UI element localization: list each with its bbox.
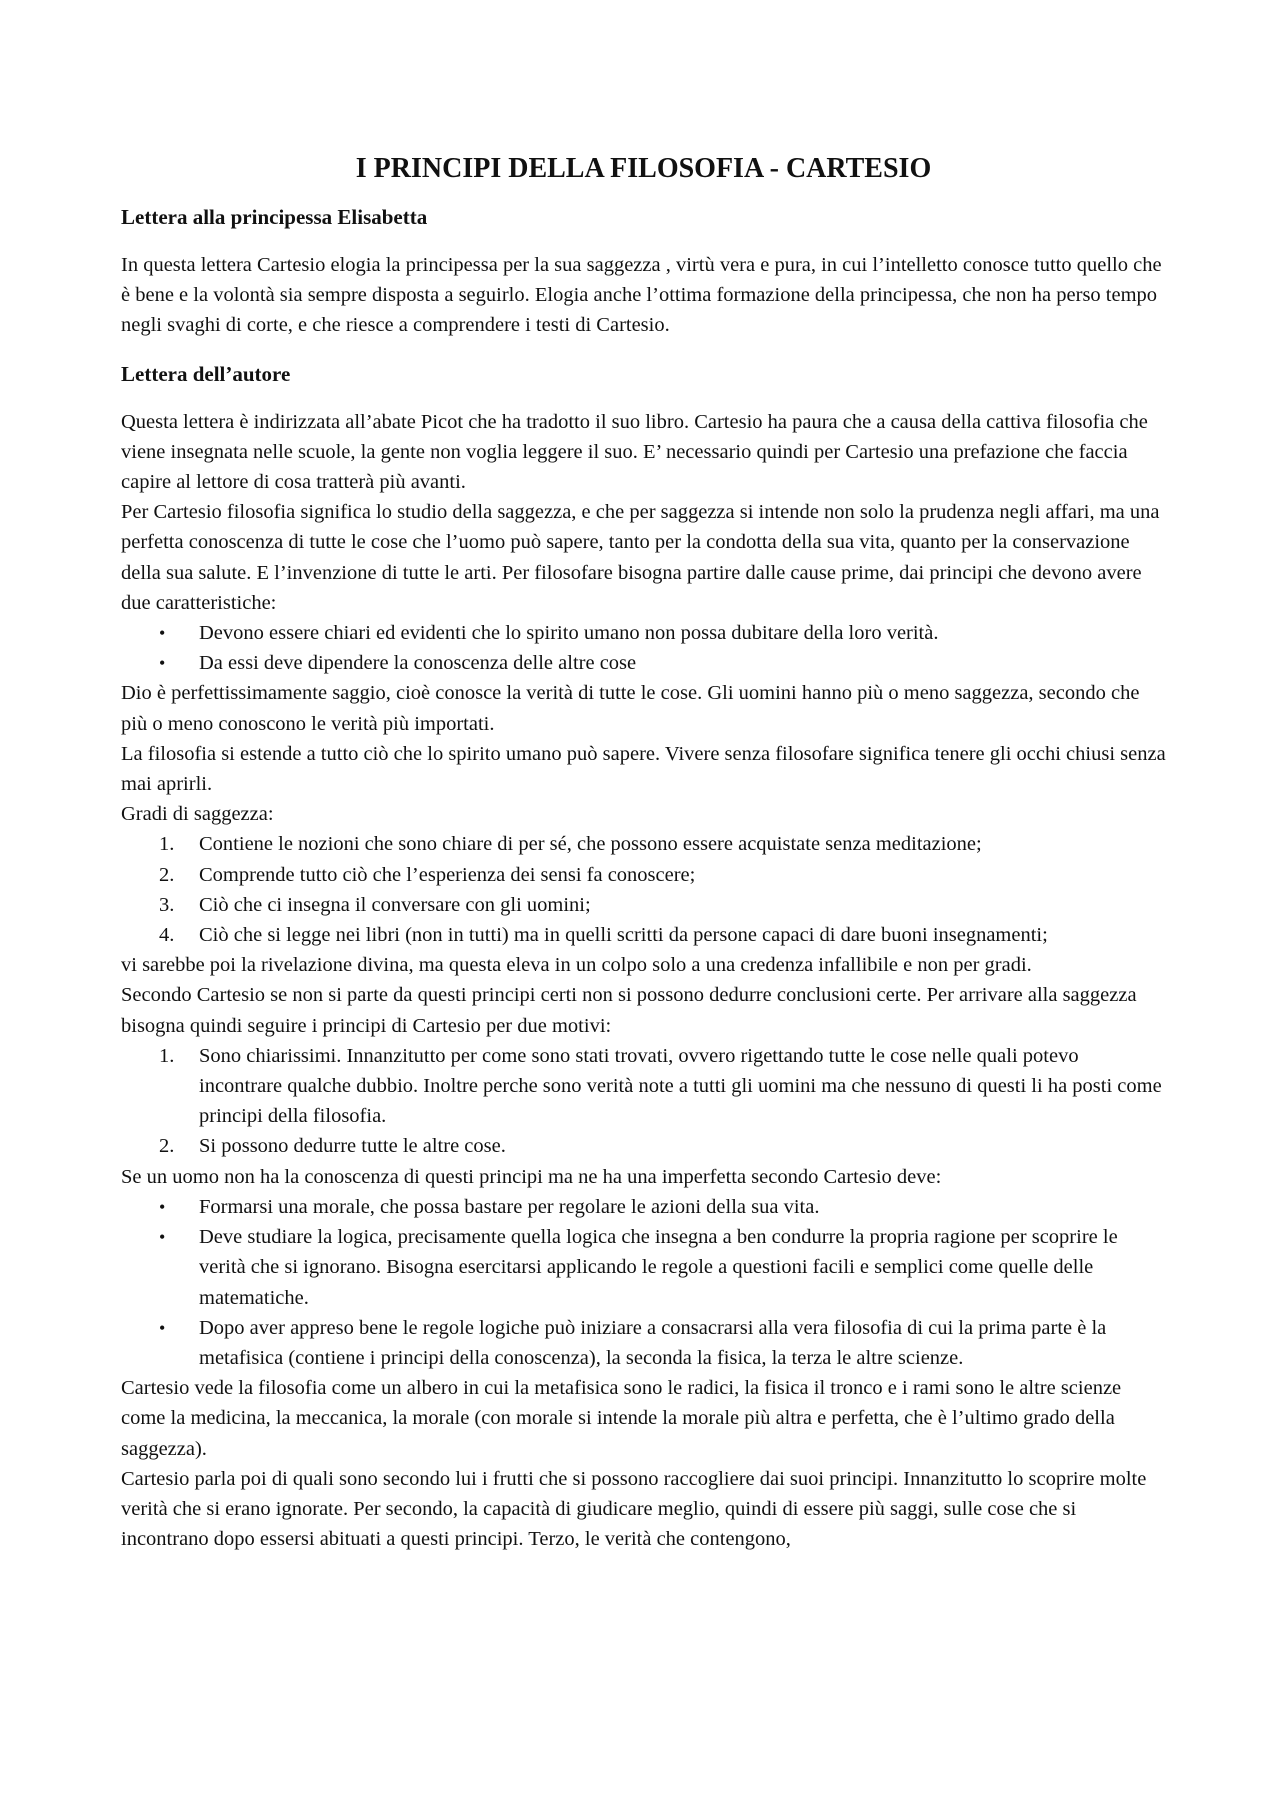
list-item: [121, 829, 1166, 859]
section-heading-author-letter: Lettera dell’autore: [121, 361, 291, 386]
paragraph: Dio è perfettissimamente saggio, cioè conosce la verità di tutte le cose. Gli uomini hanno più o meno saggezza, secondo che più o meno conoscono le verità più importati.: [121, 682, 1140, 735]
list-item-text: Comprende tutto ciò che l’esperienza dei sensi fa conoscere;: [199, 863, 696, 886]
list-number: 2.: [159, 1135, 175, 1158]
list-item-text: Sono chiarissimi. Innanzitutto per come sono stati trovati, ovvero rigettando tutte le cose nelle quali potevo incontrare qualche dubbio. Inoltre perche sono verità note a tutti gli uomini ma che nessuno di questi li ha posti come principi della filosofia.: [199, 1044, 1162, 1128]
list-item: [121, 890, 1166, 920]
list-item: [121, 1131, 1166, 1161]
paragraph: Gradi di saggezza:: [121, 803, 274, 826]
list-item-text: Si possono dedurre tutte le altre cose.: [199, 1135, 506, 1158]
list-number: 1.: [159, 1044, 175, 1067]
list-item: [121, 1313, 1166, 1373]
list-item-text: Da essi deve dipendere la conoscenza delle altre cose: [199, 652, 637, 675]
list-item: [121, 860, 1166, 890]
characteristics-list: [121, 618, 1166, 678]
list-number: 4.: [159, 924, 175, 947]
bullet-icon: •: [159, 1196, 166, 1217]
wisdom-degrees-list: [121, 829, 1166, 950]
list-item-text: Dopo aver appreso bene le regole logiche può iniziare a consacrarsi alla vera filosofia di cui la prima parte è la metafisica (contiene i principi della conoscenza), la seconda la fisica, la terza le altre scienze.: [199, 1316, 1107, 1369]
list-item-text: Devono essere chiari ed evidenti che lo spirito umano non possa dubitare della loro verità.: [199, 622, 939, 645]
list-item: [121, 1192, 1166, 1222]
list-item-text: Deve studiare la logica, precisamente quella logica che insegna a ben condurre la propria ragione per scoprire le verità che si ignorano. Bisogna esercitarsi applicando le regole a questioni facili e semplici come quelle delle matematiche.: [199, 1226, 1118, 1309]
list-item-text: Ciò che si legge nei libri (non in tutti) ma in quelli scritti da persone capaci di dare buoni insegnamenti;: [199, 924, 1048, 947]
paragraph-letter-to-princess: In questa lettera Cartesio elogia la principessa per la sua saggezza , virtù vera e pura, in cui l’intelletto conosce tutto quello che è bene e la volontà sia sempre disposta a seguirlo. Elogia anche l’ottima formazione della principessa, che non ha perso tempo negli svaghi di corte, e che riesce a comprendere i testi di Cartesio.: [121, 254, 1162, 337]
section-heading-letter-to-princess: Lettera alla principessa Elisabetta: [121, 205, 428, 229]
list-item: [121, 618, 1166, 648]
list-item-text: Formarsi una morale, che possa bastare per regolare le azioni della sua vita.: [199, 1195, 820, 1218]
bullet-icon: •: [159, 1317, 166, 1338]
paragraph: Secondo Cartesio se non si parte da questi principi certi non si possono dedurre conclusioni certe. Per arrivare alla saggezza bisogna quindi seguire i principi di Cartesio per due motivi:: [121, 984, 1137, 1037]
paragraph: La filosofia si estende a tutto ciò che lo spirito umano può sapere. Vivere senza filosofare significa tenere gli occhi chiusi senza mai aprirli.: [121, 742, 1166, 796]
list-item: [121, 648, 1166, 678]
paragraph: Per Cartesio filosofia significa lo studio della saggezza, e che per saggezza si intende non solo la prudenza negli affari, ma una perfetta conoscenza di tutte le cose che l’uomo può sapere, tanto per la condotta della sua vita, quanto per la conservazione della sua salute. E l’invenzione di tutte le arti. Per filosofare bisogna partire dalle cause prime, dai principi che devono avere due caratteristiche:: [121, 501, 1160, 614]
paragraph: Cartesio parla poi di quali sono secondo lui i frutti che si possono raccogliere dai suoi principi. Innanzitutto lo scoprire molte verità che si erano ignorate. Per secondo, la capacità di giudicare meglio, quindi di essere più saggi, sulle cose che si incontrano dopo essersi abituati a questi principi. Terzo, le verità che contengono,: [121, 1467, 1147, 1551]
list-item-text: Contiene le nozioni che sono chiare di per sé, che possono essere acquistate senza meditazione;: [199, 833, 982, 856]
list-number: 2.: [159, 863, 175, 886]
paragraph: Cartesio vede la filosofia come un albero in cui la metafisica sono le radici, la fisica il tronco e i rami sono le altre scienze come la medicina, la meccanica, la morale (con morale si intende la morale più altra e perfetta, che è l’ultimo grado della saggezza).: [121, 1377, 1122, 1460]
list-number: 1.: [159, 833, 175, 856]
bullet-icon: •: [159, 1227, 166, 1248]
bullet-icon: •: [159, 623, 166, 644]
reasons-list: [121, 1041, 1166, 1162]
list-item: [121, 1041, 1166, 1132]
paragraph: vi sarebbe poi la rivelazione divina, ma questa eleva in un colpo solo a una credenza infallibile e non per gradi.: [121, 954, 1032, 977]
list-item-text: Ciò che ci insegna il conversare con gli uomini;: [199, 893, 591, 916]
list-item: [121, 920, 1166, 950]
paragraph: Questa lettera è indirizzata all’abate Picot che ha tradotto il suo libro. Cartesio ha paura che a causa della cattiva filosofia che viene insegnata nelle scuole, la gente non voglia leggere il suo. E’ necessario quindi per Cartesio una prefazione che faccia capire al lettore di cosa tratterà più avanti.: [121, 410, 1148, 494]
document-title: I PRINCIPI DELLA FILOSOFIA - CARTESIO: [355, 153, 932, 184]
document-body: [121, 150, 1166, 1554]
paragraph: Se un uomo non ha la conoscenza di questi principi ma ne ha una imperfetta secondo Cartesio deve:: [121, 1165, 942, 1188]
steps-list: [121, 1192, 1166, 1373]
list-item: [121, 1222, 1166, 1313]
list-number: 3.: [159, 893, 175, 916]
bullet-icon: •: [159, 653, 166, 674]
